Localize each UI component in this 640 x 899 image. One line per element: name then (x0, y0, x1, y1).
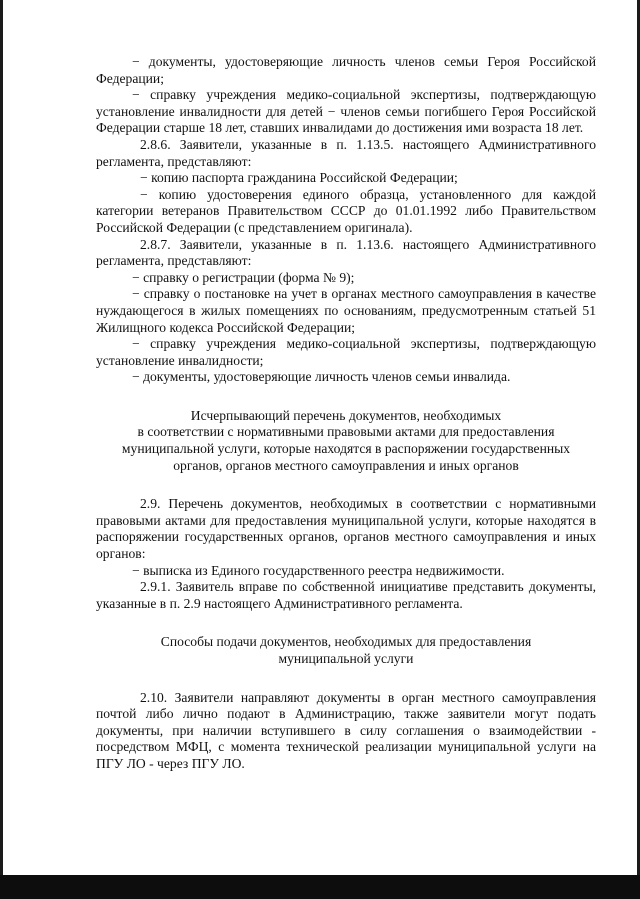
paragraph: − копию паспорта гражданина Российской Федерации; (140, 170, 458, 186)
heading-line: в соответствии с нормативными правовыми актами для предоставления (137, 424, 555, 440)
paragraph: − документы, удостоверяющие личность членов семьи Героя Российской Федерации; (96, 54, 596, 86)
section-heading (96, 408, 596, 474)
paragraph: − копию удостоверения единого образца, установленного для каждой категории ветеранов Правительством СССР до 01.01.1992 либо Правительством Российской Федерации (с представлением оригинала). (96, 186, 596, 235)
paragraph: − справку учреждения медико-социальной экспертизы, подтверждающую установление инвалидности; (96, 336, 596, 368)
paragraph: 2.8.6. Заявители, указанные в п. 1.13.5. настоящего Административного регламента, представляют: (96, 136, 596, 169)
paragraph: 2.9. Перечень документов, необходимых в соответствии с нормативными правовыми актами для предоставления муниципальной услуги, которые находятся в распоряжении государственных органов, органов местного самоуправления и иных органов: (96, 496, 596, 562)
section-heading (96, 634, 596, 667)
paragraph: − справку о постановке на учет в органах местного самоуправления в качестве нуждающегося в жилых помещениях по основаниям, предусмотренным статьей 51 Жилищного кодекса Российской Федерации; (96, 286, 596, 335)
heading-line: Исчерпывающий перечень документов, необходимых (190, 407, 502, 423)
paragraph: − справку о регистрации (форма № 9); (132, 269, 355, 285)
paragraph: − справку учреждения медико-социальной экспертизы, подтверждающую установление инвалидности для детей − членов семьи погибшего Героя Российской Федерации старше 18 лет, ставших инвалидами до достижения ими возраста 18 лет. (96, 87, 596, 136)
heading-line: органов, органов местного самоуправления и иных органов (173, 457, 519, 473)
paragraph: 2.10. Заявители направляют документы в орган местного самоуправления почтой либо лично подают в Администрацию, также заявители могут подать документы, при наличии вступившего в силу соглашения о взаимодействии - посредством МФЦ, с момента технической реализации муниципальной услуги на ПГУ ЛО - через ПГУ ЛО. (96, 689, 596, 771)
heading-line: муниципальной услуги, которые находятся в распоряжении государственных (121, 441, 571, 457)
scan-edge-left (0, 0, 3, 899)
scan-edge-bottom (0, 875, 640, 899)
document-body (96, 54, 596, 773)
paragraph: − документы, удостоверяющие личность членов семьи инвалида. (132, 369, 511, 385)
heading-line: Способы подачи документов, необходимых для предоставления (160, 634, 532, 650)
paragraph: 2.9.1. Заявитель вправе по собственной инициативе представить документы, указанные в п. 2.9 настоящего Административного регламента. (96, 579, 596, 611)
paragraph: − выписка из Единого государственного реестра недвижимости. (132, 562, 505, 578)
paragraph: 2.8.7. Заявители, указанные в п. 1.13.6. настоящего Административного регламента, представляют: (96, 236, 596, 269)
heading-line: муниципальной услуги (278, 651, 414, 666)
